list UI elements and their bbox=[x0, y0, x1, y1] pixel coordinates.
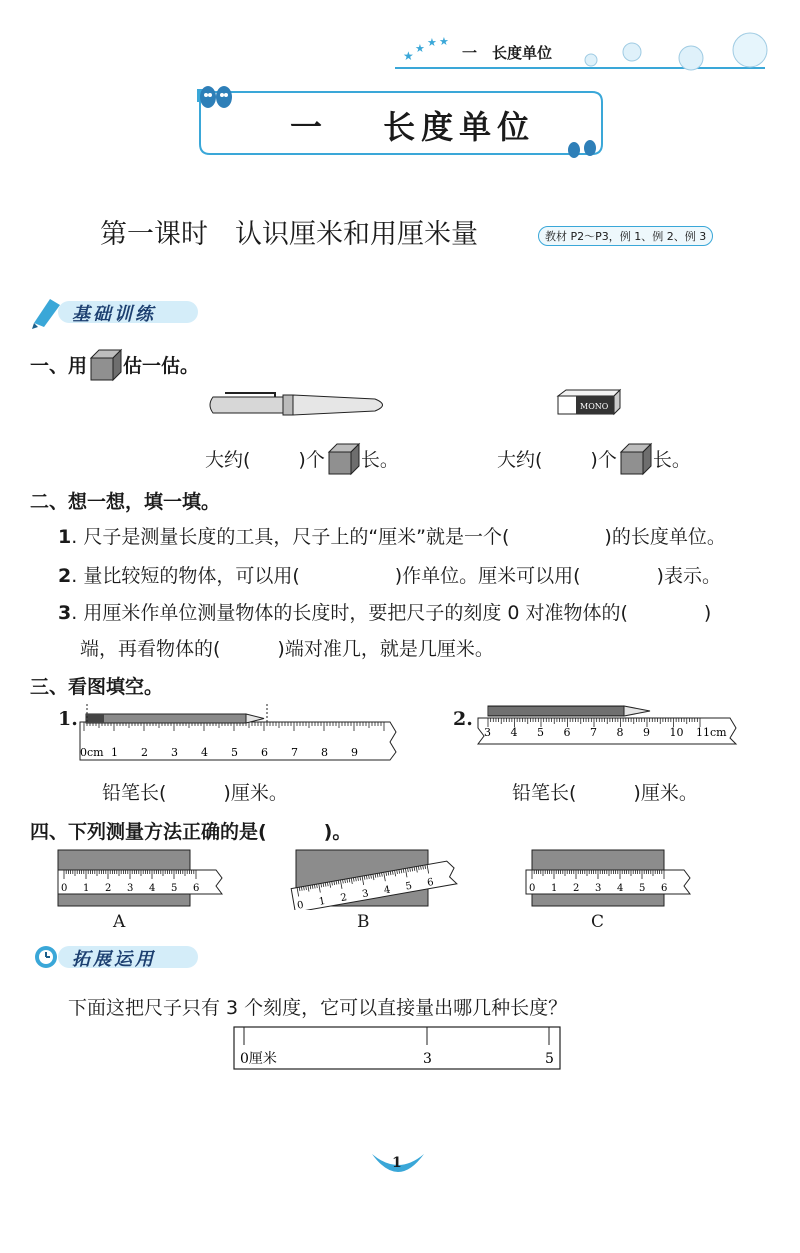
ruler-tick-label: 4 bbox=[510, 726, 518, 739]
chapter-title: 一 长度单位 bbox=[290, 108, 536, 146]
pencil-body bbox=[86, 714, 246, 723]
ruler-tick-label: 0 bbox=[296, 899, 305, 910]
footprint-icon bbox=[196, 83, 236, 117]
ruler-tick-label: 3 bbox=[595, 883, 602, 894]
ruler-tick-label: 2 bbox=[141, 746, 148, 759]
ruler-tick-label: 7 bbox=[590, 726, 597, 739]
ruler-tick-label: 4 bbox=[617, 883, 624, 894]
ruler-tick-label: 1 bbox=[551, 883, 558, 894]
pen-answer-line: 大约( )个 长。 bbox=[205, 440, 399, 481]
q3-fig1-answer: 铅笔长( )厘米。 bbox=[102, 782, 288, 804]
pencil-eraser-cap bbox=[86, 714, 104, 723]
q3-fig2-num: 2. bbox=[453, 708, 473, 730]
eraser-illustration bbox=[556, 386, 622, 422]
ruler-tick-label: 3 bbox=[484, 726, 491, 739]
ruler-tick-label: 11cm bbox=[696, 726, 727, 739]
section-basic-label: 基础训练 bbox=[72, 304, 156, 325]
ruler-tick-label: 5 bbox=[537, 726, 544, 739]
star-icon: ★ bbox=[427, 36, 437, 49]
ruler-tick-label: 3 bbox=[361, 888, 370, 901]
running-title: 一 长度单位 bbox=[462, 44, 553, 62]
q2-item-1: 1. 尺子是测量长度的工具，尺子上的“厘米”就是一个( )的长度单位。 bbox=[58, 526, 726, 548]
ruler-tick-label: 2 bbox=[105, 883, 112, 894]
lesson-title: 第一课时 认识厘米和用厘米量 bbox=[100, 219, 478, 250]
ruler-tick-label: 9 bbox=[351, 746, 358, 759]
cube-icon bbox=[87, 346, 123, 387]
q4-option-c-label: C bbox=[591, 912, 605, 932]
ruler-tick-label: 4 bbox=[383, 884, 392, 897]
q5-ruler bbox=[232, 1025, 564, 1077]
q4-heading: 四、下列测量方法正确的是( )。 bbox=[30, 821, 352, 843]
q2-item-2: 2. 量比较短的物体，可以用( )作单位。厘米可以用( )表示。 bbox=[58, 565, 721, 587]
ruler-body bbox=[234, 1027, 560, 1069]
ruler-tick-label: 6 bbox=[661, 883, 668, 894]
ruler-tick-label: 2 bbox=[339, 892, 348, 905]
ruler-tick-label: 3 bbox=[423, 1051, 432, 1067]
q3-fig1-num: 1. bbox=[58, 708, 78, 730]
ruler-body bbox=[80, 722, 396, 760]
ruler-tick-label: 0cm bbox=[80, 746, 104, 759]
ruler-tick-label: 3 bbox=[127, 883, 134, 894]
star-icon: ★ bbox=[403, 49, 414, 63]
pen-illustration bbox=[205, 385, 395, 429]
ruler-tick-label: 7 bbox=[291, 746, 298, 759]
ruler-tick-label: 9 bbox=[643, 726, 650, 739]
header-decoration bbox=[395, 30, 785, 80]
ruler-tick-label: 1 bbox=[83, 883, 90, 894]
eraser-answer-line: 大约( )个 长。 bbox=[497, 440, 691, 481]
cube-icon bbox=[617, 440, 653, 481]
footprint-small-icon bbox=[562, 138, 602, 164]
q4-option-a-figure[interactable] bbox=[56, 848, 226, 912]
ruler-tick-label: 5 bbox=[639, 883, 646, 894]
ruler-tick-label: 4 bbox=[201, 746, 208, 759]
ruler-tick-label: 6 bbox=[261, 746, 268, 759]
page-number: 1 bbox=[392, 1155, 402, 1171]
q3-fig2-answer: 铅笔长( )厘米。 bbox=[512, 782, 698, 804]
ruler-tick-label: 5 bbox=[404, 880, 413, 893]
q3-heading: 三、看图填空。 bbox=[30, 676, 164, 698]
q5-question: 下面这把尺子只有 3 个刻度，它可以直接量出哪几种长度？ bbox=[68, 997, 568, 1019]
pencil-tip bbox=[624, 706, 650, 716]
ruler-tick-label: 0 bbox=[61, 883, 68, 894]
cube-icon bbox=[325, 440, 361, 481]
lesson-reference: 教材 P2～P3，例 1、例 2、例 3 bbox=[538, 226, 713, 246]
ruler-tick-label: 0厘米 bbox=[240, 1051, 277, 1067]
ruler-tick-label: 2 bbox=[573, 883, 580, 894]
pencil-body bbox=[488, 706, 624, 716]
q2-item-3-cont: 端，再看物体的( )端对准几，就是几厘米。 bbox=[80, 638, 494, 660]
ruler-tick-label: 5 bbox=[545, 1051, 554, 1067]
ruler-tick-label: 6 bbox=[426, 876, 435, 889]
q4-option-a-label: A bbox=[113, 912, 126, 932]
ruler-tick-label: 5 bbox=[171, 883, 178, 894]
q4-option-b-figure[interactable] bbox=[290, 848, 460, 914]
q4-option-c-figure[interactable] bbox=[524, 848, 694, 912]
ruler-tick-label: 1 bbox=[111, 746, 118, 759]
q4-option-b-label: B bbox=[357, 912, 370, 932]
ruler-tick-label: 0 bbox=[529, 883, 536, 894]
running-header bbox=[395, 30, 785, 80]
eraser-brand: MONO bbox=[580, 402, 609, 411]
ruler-tick-label: 6 bbox=[563, 726, 571, 739]
ruler-tick-label: 8 bbox=[321, 746, 328, 759]
star-icon: ★ bbox=[439, 35, 449, 48]
ruler-tick-label: 6 bbox=[193, 883, 200, 894]
ruler-tick-label: 4 bbox=[149, 883, 156, 894]
q2-heading: 二、想一想，填一填。 bbox=[30, 491, 221, 513]
ruler-tick-label: 10 bbox=[669, 726, 684, 739]
q2-item-3: 3. 用厘米作单位测量物体的长度时，要把尺子的刻度 0 对准物体的( ) bbox=[58, 602, 712, 624]
q3-figure-1 bbox=[78, 700, 398, 772]
ruler-tick-label: 5 bbox=[231, 746, 238, 759]
q3-figure-2 bbox=[476, 700, 738, 752]
section-ext-label: 拓展运用 bbox=[72, 949, 156, 970]
ruler-tick-label: 3 bbox=[171, 746, 178, 759]
ruler-tick-label: 1 bbox=[318, 895, 327, 908]
pen-icon bbox=[34, 299, 60, 327]
ruler-tick-label: 8 bbox=[616, 726, 624, 739]
q1-heading: 一、用 估一估。 bbox=[30, 346, 199, 387]
star-icon: ★ bbox=[415, 42, 425, 55]
